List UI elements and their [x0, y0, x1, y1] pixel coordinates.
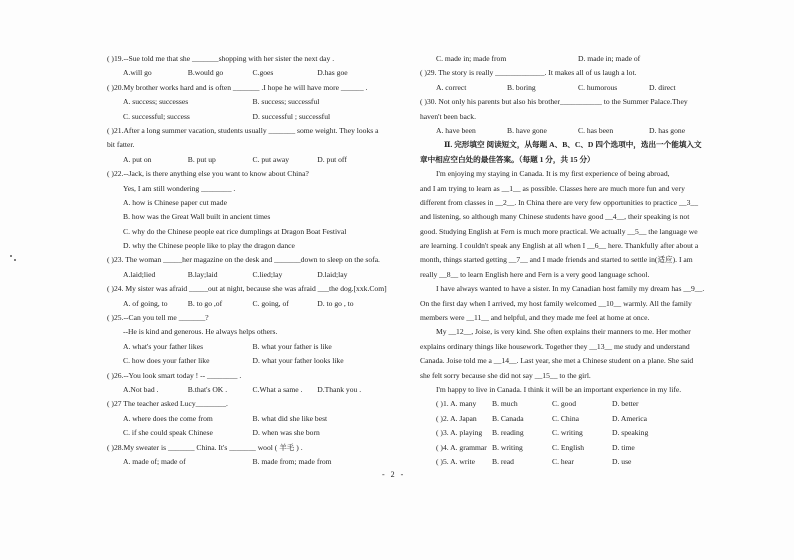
answer-line: D. why the Chinese people like to play the dragon dance — [123, 241, 295, 251]
passage-line: she felt sorry because she did not say __15__ to the girl. — [420, 370, 591, 380]
questions-continued — [420, 52, 720, 138]
option: D.has goe — [317, 68, 348, 78]
option: C. has been — [578, 125, 614, 135]
option-row — [107, 426, 382, 440]
option: C. going, of — [252, 298, 289, 308]
cloze-options — [420, 397, 720, 469]
option: A. what's your father likes — [123, 341, 204, 351]
option: A. of going, to — [123, 298, 168, 308]
answer-line: --He is kind and generous. He always helps others. — [123, 327, 278, 337]
passage-line: and listening, so although many Chinese students have good __4__, their speaking is not — [420, 212, 690, 222]
passage-line: different from classes in __2__. In China there are very few opportunities to practice __3__ — [420, 197, 698, 207]
option-row — [107, 340, 382, 354]
question-line: ( )23. The woman _____her magazine on the desk and _______down to sleep on the sofa. — [107, 255, 380, 265]
option: C. if she could speak Chinese — [123, 428, 213, 438]
cloze-option: C. hear — [552, 456, 574, 466]
option: B. made from; made from — [252, 456, 332, 466]
option: B.would go — [187, 68, 224, 78]
passage-line: explains ordinary things like housework. Together they __13__ me study and understand — [420, 341, 690, 351]
cloze-option-row — [420, 397, 720, 411]
question-line: ( )26.--You look smart today ! -- ________ . — [107, 370, 242, 380]
cloze-option: C. English — [552, 442, 585, 452]
section-title-line2: 章中相应空白处的最佳答案。（每题 1 分，共 15 分） — [420, 154, 595, 164]
option: A. have been — [436, 125, 476, 135]
option: C. made in; made from — [436, 54, 507, 63]
option: C. humorous — [578, 82, 618, 92]
cloze-option: D. America — [612, 413, 648, 423]
option-row — [107, 354, 382, 368]
option: A. success; successes — [123, 97, 189, 107]
answer-line: B. how was the Great Wall built in ancient times — [123, 212, 271, 222]
scan-mark — [14, 259, 16, 261]
passage-line: My __12__, Joise, is very kind. She often explains their manners to me. Her mother — [436, 327, 691, 337]
passage-line: are learning. I couldn't speak any English at all when I __6__ here. Thankfully after about a — [420, 241, 699, 251]
passage-line: members were __11__ and helpful, and they made me feel at home at once. — [420, 313, 650, 323]
option: A.will go — [123, 68, 152, 78]
question-line: ( )22.--Jack, is there anything else you want to know about China? — [107, 169, 309, 179]
option: C.lied;lay — [252, 269, 283, 279]
option-row — [107, 268, 382, 282]
option: A.laid;lied — [123, 269, 156, 279]
option-row — [107, 412, 382, 426]
cloze-option: ( )2. A. Japan — [436, 413, 477, 423]
passage-line: Canada. Joise told me a __14__. Last year, she met a Chinese student on a plane. She said — [420, 356, 694, 366]
option: A. where does the come from — [123, 413, 213, 423]
cloze-option-row — [420, 412, 720, 426]
answer-line: A. how is Chinese paper cut made — [123, 197, 227, 207]
option-row — [420, 52, 720, 66]
question-line: ( )21.After a long summer vacation, students usually _______ some weight. They looks a — [107, 125, 379, 135]
question-line: ( )28.My sweater is _______ China. It's _______ wool ( 羊毛 ) . — [107, 442, 303, 452]
passage-line: and I am trying to learn as __1__ as possible. Classes here are much more fun and very — [420, 183, 685, 193]
option: A. correct — [436, 82, 467, 92]
option: B.that's OK . — [187, 384, 228, 394]
passage-line: I have always wanted to have a sister. In my Canadian host family my dream has __9__. — [436, 284, 705, 294]
cloze-option: D. use — [612, 456, 632, 466]
question-line: ( )19.--Sue told me that she _______shopping with her sister the next day . — [107, 54, 335, 63]
passage-line: month, things started getting __7__ and I made friends and started to settle in(适应). I am — [420, 255, 693, 265]
cloze-option-row — [420, 455, 720, 469]
cloze-option: D. speaking — [612, 428, 649, 438]
option: B. what did she like best — [252, 413, 328, 423]
question-line: haven't been back. — [420, 111, 476, 121]
option: B. what your father is like — [252, 341, 332, 351]
cloze-option: C. China — [552, 413, 580, 423]
cloze-option: B. much — [492, 399, 518, 409]
option: D.Thank you . — [317, 384, 362, 394]
cloze-option: D. time — [612, 442, 635, 452]
question-line: ( )30. Not only his parents but also his brother___________ to the Summer Palace.They — [420, 97, 688, 107]
passage-line: I'm enjoying my staying in Canada. It is my first experience of being abroad, — [436, 169, 670, 179]
option: A. made of; made of — [123, 456, 186, 466]
option: D. what your father looks like — [252, 356, 344, 366]
cloze-option: ( )3. A. playing — [436, 428, 483, 438]
answer-line: Yes, I am still wondering ________ . — [123, 183, 236, 193]
cloze-option-row — [420, 441, 720, 455]
answer-line: C. why do the Chinese people eat rice dumplings at Dragon Boat Festival — [123, 226, 347, 236]
option-row — [420, 124, 720, 138]
option-row — [107, 110, 382, 124]
option-row — [107, 383, 382, 397]
passage-line: good. Studying English at Fern is much more practical. We actually __5__ the language we — [420, 226, 698, 236]
question-line: ( )25.--Can you tell me _______? — [107, 313, 209, 323]
question-line: bit fatter. — [107, 140, 135, 150]
option: A. put on — [123, 154, 152, 164]
option: C.goes — [252, 68, 274, 78]
cloze-option: B. Canada — [492, 413, 524, 423]
option: D.laid;lay — [317, 269, 348, 279]
right-column — [420, 52, 720, 469]
option: C. successful; success — [123, 111, 190, 121]
cloze-option: B. reading — [492, 428, 524, 438]
option-row — [107, 297, 382, 311]
question-line: ( )29. The story is really _____________. It makes all of us laugh a lot. — [420, 68, 637, 78]
cloze-option: D. better — [612, 399, 639, 409]
passage-line: I'm happy to live in Canada. I think it will be an important experience in my life. — [436, 384, 682, 394]
option: C. how does your father like — [123, 356, 210, 366]
page-number: - 2 - — [382, 470, 406, 479]
option: D. to go , to — [317, 298, 354, 308]
option: C.What a same . — [252, 384, 303, 394]
cloze-option: ( )1. A. many — [436, 399, 477, 409]
scan-mark — [10, 255, 12, 257]
option: B. have gone — [507, 125, 547, 135]
cloze-passage — [420, 167, 720, 397]
option: B. boring — [507, 82, 536, 92]
option: D. successful ; successful — [252, 111, 331, 121]
option-row — [107, 95, 382, 109]
option-row — [107, 455, 382, 469]
cloze-option: ( )4. A. grammar — [436, 442, 487, 452]
question-line: ( )20.My brother works hard and is often _______ .I hope he will have more ______ . — [107, 82, 368, 92]
option: C. put away — [252, 154, 289, 164]
option: A.Not bad . — [123, 384, 159, 394]
cloze-option: B. read — [492, 456, 514, 466]
cloze-option: C. good — [552, 399, 577, 409]
option: D. has gone — [649, 125, 686, 135]
option: D. when was she born — [252, 428, 320, 438]
option-row — [107, 66, 382, 80]
passage-line: On the first day when I arrived, my host family welcomed __10__ warmly. All the family — [420, 298, 692, 308]
option: D. direct — [649, 82, 676, 92]
question-line: ( )24. My sister was afraid _____out at night, because she was afraid ___the dog.[xxk.Com] — [107, 284, 387, 294]
option: B.lay;laid — [187, 269, 218, 279]
cloze-option: ( )5. A. write — [436, 456, 476, 466]
option: B. put up — [187, 154, 216, 164]
question-line: ( )27 The teacher asked Lucy________. — [107, 399, 228, 409]
passage-line: really __8__ to learn English here and Fern is a very good language school. — [420, 269, 650, 279]
section-title: Ⅱ. 完形填空 阅读短文，从每题 A、B、C、D 四个选项中，选出一个能填入文 — [444, 140, 702, 150]
option-row — [107, 153, 382, 167]
left-column — [107, 52, 387, 469]
cloze-option-row — [420, 426, 720, 440]
option: B. success; successful — [252, 97, 320, 107]
option: B. to go ,of — [187, 298, 223, 308]
option: D. made in; made of — [578, 54, 641, 63]
cloze-option: C. writing — [552, 428, 583, 438]
option-row — [420, 81, 720, 95]
option: D. put off — [317, 154, 347, 164]
cloze-option: B. writing — [492, 442, 523, 452]
